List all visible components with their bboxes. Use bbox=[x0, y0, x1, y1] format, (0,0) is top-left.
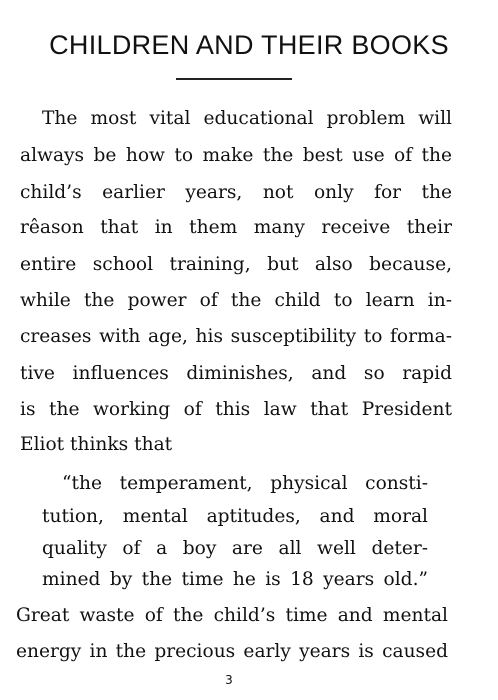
quote-line: tution, mental aptitudes, and moral bbox=[42, 506, 428, 527]
body-line: entire school training, but also because, bbox=[20, 254, 452, 275]
body-line: Eliot thinks that bbox=[20, 434, 173, 455]
page-number: 3 bbox=[225, 673, 233, 687]
page-title: CHILDREN AND THEIR BOOKS bbox=[49, 30, 449, 60]
quote-line: mined by the time he is 18 years old.” bbox=[42, 569, 428, 590]
body-line: energy in the precious early years is caused bbox=[16, 641, 448, 662]
body-line: is the working of this law that President bbox=[20, 399, 452, 420]
body-line: child’s earlier years, not only for the bbox=[20, 182, 452, 203]
body-line: while the power of the child to learn in- bbox=[20, 290, 452, 311]
title-rule bbox=[176, 78, 292, 80]
body-line: rêason that in them many receive their bbox=[20, 217, 452, 238]
body-line: tive influences diminishes, and so rapid bbox=[20, 363, 452, 384]
body-line: The most vital educational problem will bbox=[42, 108, 452, 129]
body-line: creases with age, his susceptibility to forma- bbox=[20, 326, 452, 347]
body-line: Great waste of the child’s time and mental bbox=[16, 605, 448, 626]
body-line: always be how to make the best use of the bbox=[20, 145, 452, 166]
quote-line: quality of a boy are all well deter- bbox=[42, 538, 428, 559]
quote-line: “the temperament, physical consti- bbox=[62, 473, 428, 494]
